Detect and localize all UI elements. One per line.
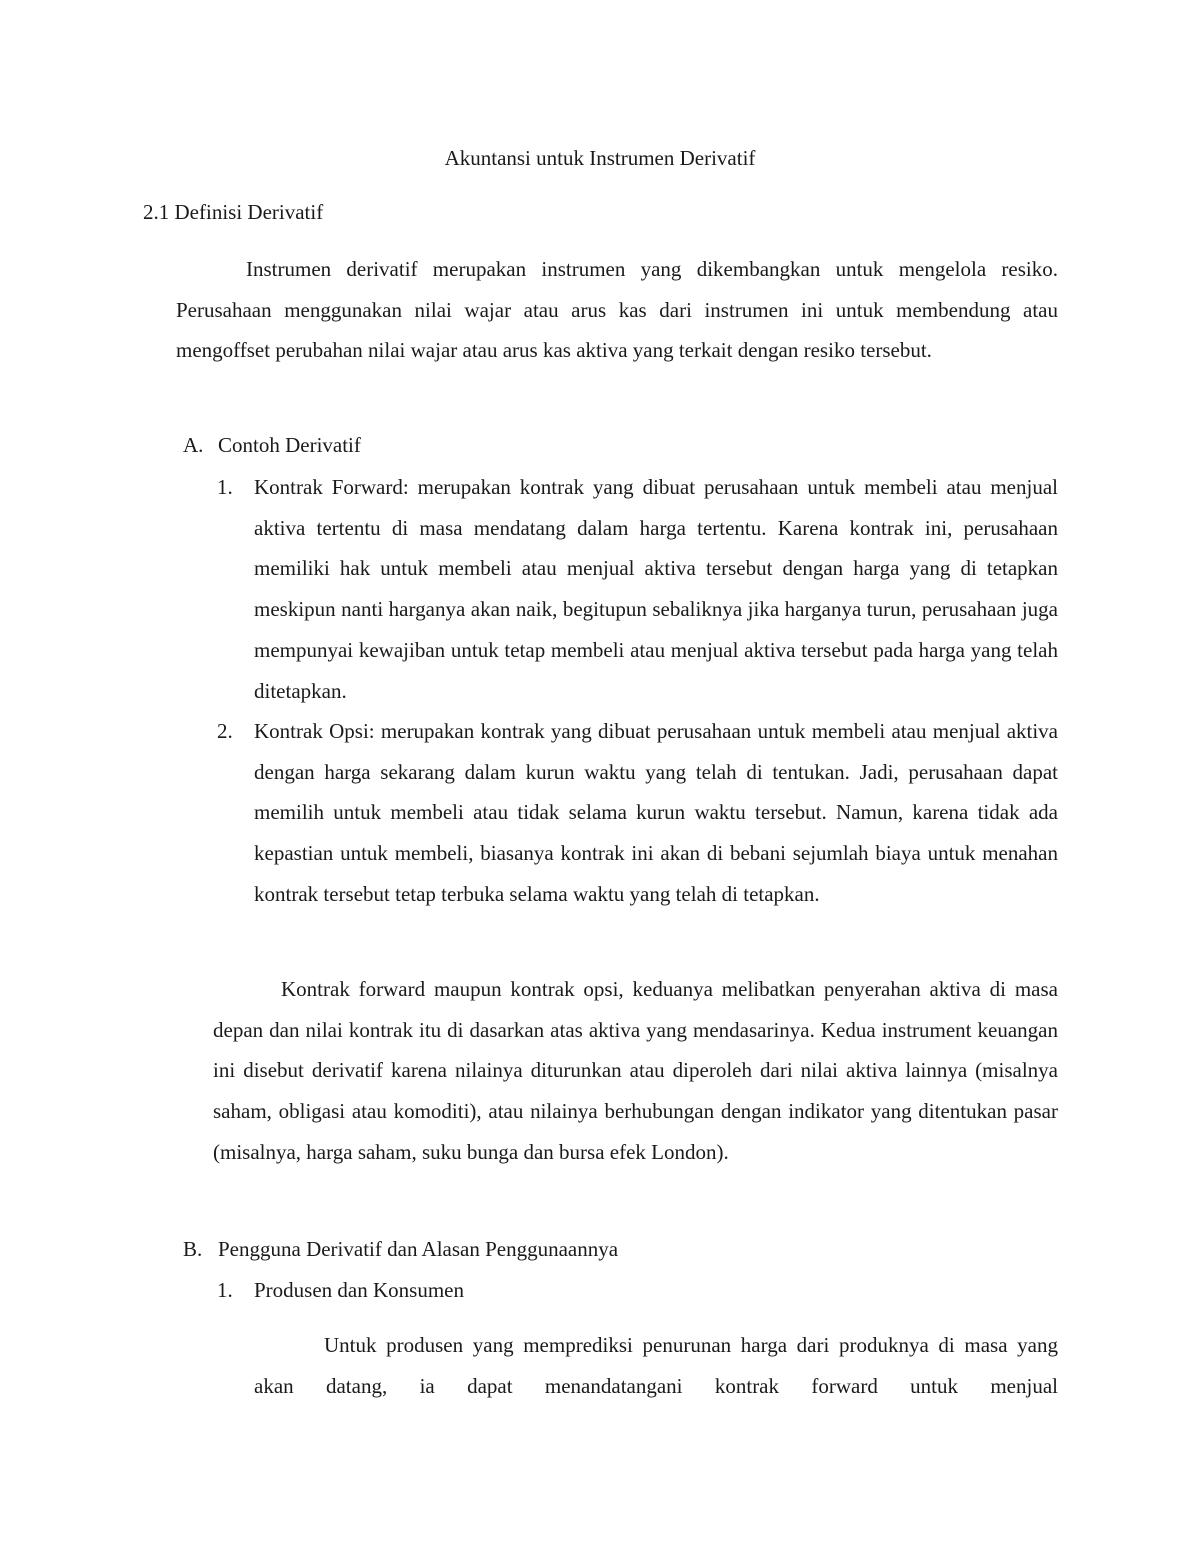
list-item-number: 1.	[217, 475, 233, 499]
list-item-text: Kontrak Forward: merupakan kontrak yang dibuat perusahaan untuk membeli atau menjual aktiva tertentu di masa mendatang dalam harga tertentu. Karena kontrak ini, perusahaan memiliki hak untuk membeli atau menjual aktiva tersebut dengan harga yang di tetapkan meskipun nanti harganya akan naik, begitupun sebaliknya jika harganya turun, perusahaan juga mempunyai kewajiban untuk tetap membeli atau menjual aktiva tersebut pada harga yang telah ditetapkan.	[254, 475, 1058, 703]
intro-paragraph: Instrumen derivatif merupakan instrumen yang dikembangkan untuk mengelola resiko. Perusahaan menggunakan nilai wajar atau arus kas dari instrumen ini untuk membendung atau mengoffset perubahan nilai wajar atau arus kas aktiva yang terkait dengan resiko tersebut.	[176, 257, 1058, 363]
list-item-number: 2.	[217, 719, 233, 743]
subsection-b-label: Pengguna Derivatif dan Alasan Penggunaannya	[218, 1237, 619, 1261]
section-heading: 2.1 Definisi Derivatif	[143, 200, 324, 224]
produsen-paragraph: Untuk produsen yang memprediksi penurunan harga dari produknya di masa yang akan datang, ia dapat menandatangani kontrak forward untuk menjual	[254, 1333, 1058, 1398]
list-item-text: Kontrak Opsi: merupakan kontrak yang dibuat perusahaan untuk membeli atau menjual aktiva dengan harga sekarang dalam kurun waktu yang telah di tentukan. Jadi, perusahaan dapat memilih untuk membeli atau tidak selama kurun waktu tersebut. Namun, karena tidak ada kepastian untuk membeli, biasanya kontrak ini akan di bebani sejumlah biaya untuk menahan kontrak tersebut tetap terbuka selama waktu yang telah di tetapkan.	[254, 719, 1058, 906]
closing-paragraph: Kontrak forward maupun kontrak opsi, keduanya melibatkan penyerahan aktiva di masa depan dan nilai kontrak itu di dasarkan atas aktiva yang mendasarinya. Kedua instrument keuangan ini disebut derivatif karena nilainya diturunkan atau diperoleh dari nilai aktiva lainnya (misalnya saham, obligasi atau komoditi), atau nilainya berhubungan dengan indikator yang ditentukan pasar (misalnya, harga saham, suku bunga dan bursa efek London).	[213, 977, 1058, 1164]
subsection-a-marker: A.	[183, 433, 204, 457]
list-item-text: Produsen dan Konsumen	[254, 1278, 464, 1302]
document-title: Akuntansi untuk Instrumen Derivatif	[444, 146, 756, 170]
list-item-number: 1.	[217, 1278, 233, 1302]
subsection-b-marker: B.	[183, 1237, 203, 1261]
subsection-a-label: Contoh Derivatif	[218, 433, 361, 457]
